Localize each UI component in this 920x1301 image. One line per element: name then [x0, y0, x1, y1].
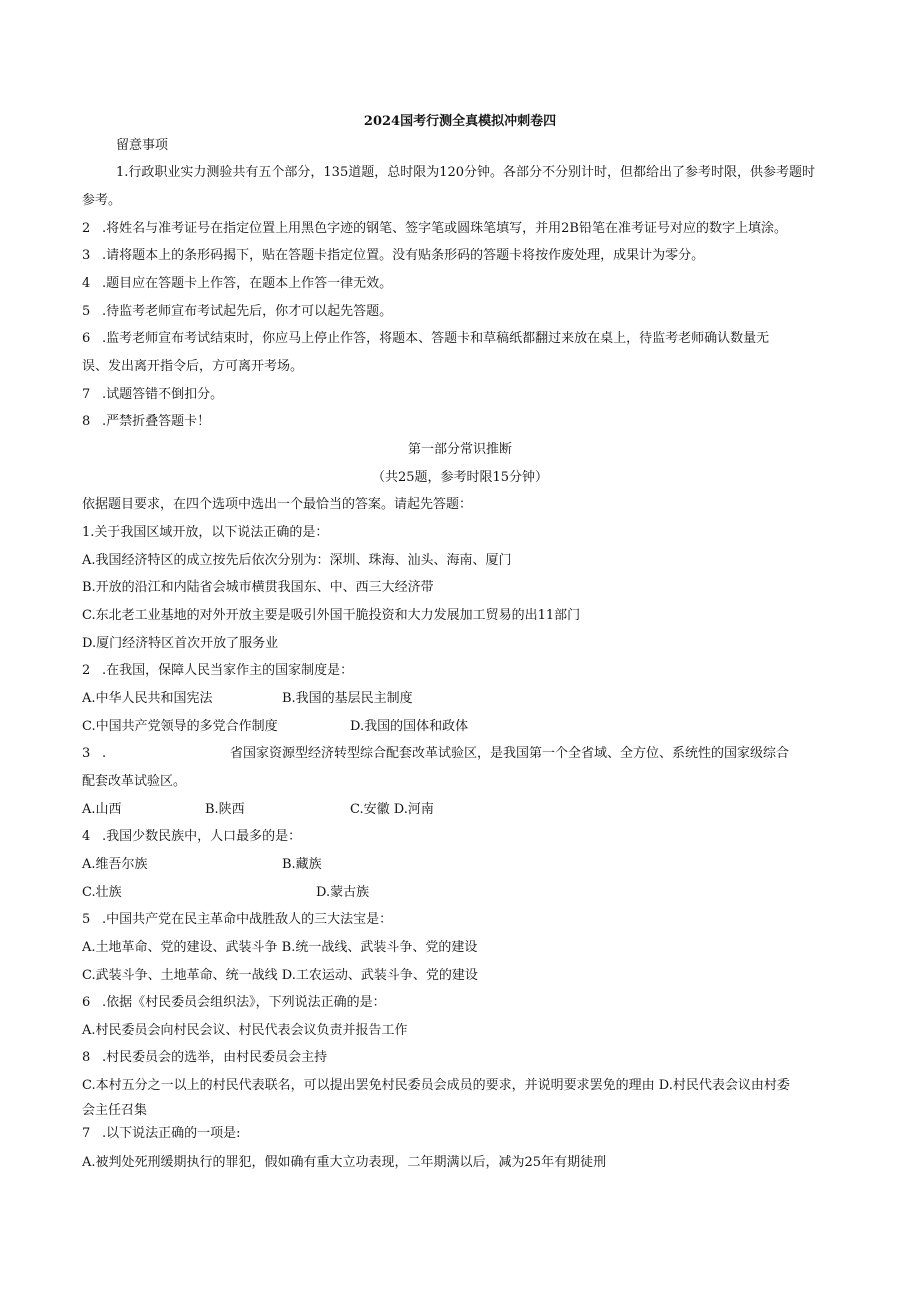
- question-2-option-d: D.我国的国体和政体: [350, 719, 469, 734]
- question-6-option-a: A.村民委员会向村民会议、村民代表会议负责并报告工作: [82, 1023, 408, 1038]
- question-number: 3: [82, 746, 91, 761]
- notice-item-4: .题目应在答题卡上作答，在题本上作答一律无效。: [102, 276, 393, 291]
- part-subheading: （共25题，参考时限15分钟）: [371, 470, 549, 485]
- question-number: 2: [82, 663, 91, 678]
- question-4-option-b: B.藏族: [282, 857, 322, 872]
- question-number: 6: [82, 995, 91, 1010]
- notice-item-number: 2: [82, 221, 91, 236]
- notice-item-number: 7: [82, 387, 91, 402]
- question-number: 7: [82, 1126, 91, 1141]
- part-instructions: 依据题目要求，在四个选项中选出一个最恰当的答案。请起先答题：: [82, 497, 473, 512]
- question-1-option-c: C.东北老工业基地的对外开放主要是吸引外国干脆投资和大力发展加工贸易的出11部门: [82, 608, 581, 623]
- question-6-options-cd-cont: 会主任召集: [82, 1103, 148, 1118]
- notice-item-number: 4: [82, 276, 91, 291]
- question-6-option-b-number: 8: [82, 1050, 91, 1065]
- question-2-option-a: A.中华人民共和国宪法: [82, 691, 213, 706]
- question-6-option-b: .村民委员会的选举，由村民委员会主持: [102, 1050, 328, 1065]
- question-3-option-b: B.陕西: [205, 802, 245, 817]
- notice-heading: 留意事项: [116, 138, 169, 153]
- question-1-option-b: B.开放的沿江和内陆省会城市横贯我国东、中、西三大经济带: [82, 580, 434, 595]
- question-3-stem-cont: 配套改革试验区。: [82, 774, 187, 789]
- question-6-options-cd: C.本村五分之一以上的村民代表联名，可以提出罢免村民委员会成员的要求，并说明要求罢免的理由 D.村民代表会议由村委: [82, 1078, 790, 1093]
- part-heading: 第一部分常识推断: [407, 442, 512, 457]
- question-6-stem: .依据《村民委员会组织法》，下列说法正确的是：: [102, 995, 386, 1010]
- notice-item-7: .试题答错不倒扣分。: [102, 387, 224, 402]
- question-4-option-d: D.蒙古族: [316, 885, 370, 900]
- question-7-option-a: A.被判处死刑缓期执行的罪犯，假如确有重大立功表现，二年期满以后，减为25年有期徒刑: [82, 1155, 607, 1170]
- question-4-option-c: C.壮族: [82, 885, 122, 900]
- question-5-options-ab: A.土地革命、党的建设、武装斗争 B.统一战线、武装斗争、党的建设: [82, 940, 478, 955]
- notice-item-6: .监考老师宣布考试结束时，你应马上停止作答，将题本、答题卡和草稿纸都翻过来放在桌上，待监考老师确认数量无: [102, 331, 770, 346]
- question-4-stem: .我国少数民族中，人口最多的是：: [102, 829, 302, 844]
- question-2-option-b: B.我国的基层民主制度: [282, 691, 413, 706]
- question-3-option-a: A.山西: [82, 802, 122, 817]
- question-1-stem: 1.关于我国区域开放，以下说法正确的是：: [82, 525, 329, 540]
- notice-item-8: .严禁折叠答题卡！: [102, 414, 211, 429]
- notice-item-3: .请将题本上的条形码揭下，贴在答题卡指定位置。没有贴条形码的答题卡将按作废处理，成果计为零分。: [102, 248, 705, 263]
- notice-item-1-cont: 参考。: [82, 193, 122, 208]
- notice-item-5: .待监考老师宣布考试起先后，你才可以起先答题。: [102, 304, 393, 319]
- question-3-dot: .: [102, 746, 107, 761]
- question-5-stem: .中国共产党在民主革命中战胜敌人的三大法宝是：: [102, 912, 393, 927]
- question-1-option-a: A.我国经济特区的成立按先后依次分别为：深圳、珠海、汕头、海南、厦门: [82, 553, 512, 568]
- question-4-option-a: A.维吾尔族: [82, 857, 148, 872]
- notice-item-6-cont: 误、发出离开指令后，方可离开考场。: [82, 359, 304, 374]
- notice-item-number: 8: [82, 414, 91, 429]
- notice-item-number: 5: [82, 304, 91, 319]
- question-7-stem: .以下说法正确的一项是:: [102, 1126, 241, 1141]
- document-title: 2024国考行测全真模拟冲刺卷四: [363, 114, 557, 129]
- question-number: 5: [82, 912, 91, 927]
- question-2-stem: .在我国，保障人民当家作主的国家制度是：: [102, 663, 354, 678]
- question-2-option-c: C.中国共产党领导的多党合作制度: [82, 719, 278, 734]
- question-1-option-d: D.厦门经济特区首次开放了服务业: [82, 636, 279, 651]
- question-5-options-cd: C.武装斗争、土地革命、统一战线 D.工农运动、武装斗争、党的建设: [82, 968, 478, 983]
- question-3-option-cd: C.安徽 D.河南: [350, 802, 434, 817]
- question-number: 4: [82, 829, 91, 844]
- notice-item-1: 1.行政职业实力测验共有五个部分，135道题，总时限为120分钟。各部分不分别计时，但都给出了参考时限，供参考题时: [116, 165, 816, 180]
- question-3-stem: 省国家资源型经济转型综合配套改革试验区，是我国第一个全省域、全方位、系统性的国家级综合: [230, 746, 790, 761]
- notice-item-number: 6: [82, 331, 91, 346]
- notice-item-2: .将姓名与准考证号在指定位置上用黑色字迹的钢笔、签字笔或圆珠笔填写，并用2B铅笔在准考证号对应的数字上填涂。: [102, 221, 787, 236]
- notice-item-number: 3: [82, 248, 91, 263]
